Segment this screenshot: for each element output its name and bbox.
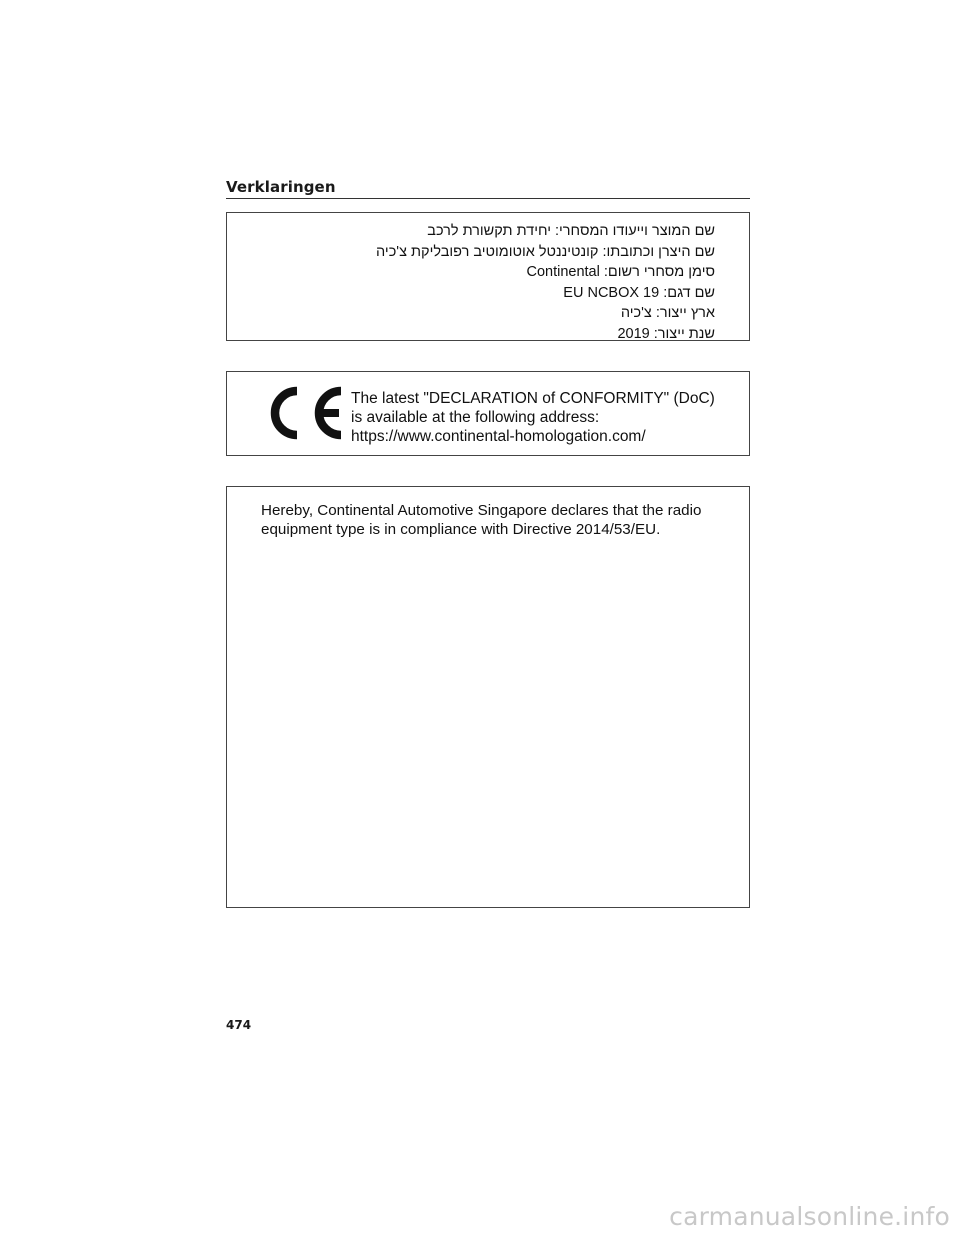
doc-line-1: The latest "DECLARATION of CONFORMITY" (DoC) xyxy=(351,390,715,407)
hebrew-line-trademark: סימן מסחרי רשום: Continental xyxy=(526,264,715,281)
hebrew-product-info-text xyxy=(376,221,715,345)
title-divider xyxy=(226,198,750,199)
section-title: Verklaringen xyxy=(226,178,336,196)
ce-mark-icon xyxy=(261,384,345,442)
hebrew-line-year: שנת ייצור: 2019 xyxy=(617,325,715,342)
doc-line-2: is available at the following address: xyxy=(351,409,600,426)
eu-compliance-box xyxy=(226,486,750,908)
doc-availability-text xyxy=(351,389,715,446)
hebrew-product-info-box xyxy=(226,212,750,341)
page-number: 474 xyxy=(226,1018,252,1032)
hebrew-line-country: ארץ ייצור: צ'כיה xyxy=(620,305,715,322)
hebrew-line-product-name: שם המוצר וייעודו המסחרי: יחידת תקשורת לרכב xyxy=(427,223,715,239)
hebrew-line-model: שם דגם: EU NCBOX 19 xyxy=(563,284,715,301)
ce-declaration-box xyxy=(226,371,750,456)
watermark: carmanualsonline.info xyxy=(669,1202,950,1231)
hebrew-line-manufacturer: שם היצרן וכתובתו: קונטיננטל אוטומוטיב רפובליקת צ'כיה xyxy=(376,243,715,260)
eu-compliance-statement: Hereby, Continental Automotive Singapore declares that the radio equipment type is in compliance with Directive 2014/53/EU. xyxy=(261,502,702,538)
doc-url: https://www.continental-homologation.com/ xyxy=(351,428,646,445)
